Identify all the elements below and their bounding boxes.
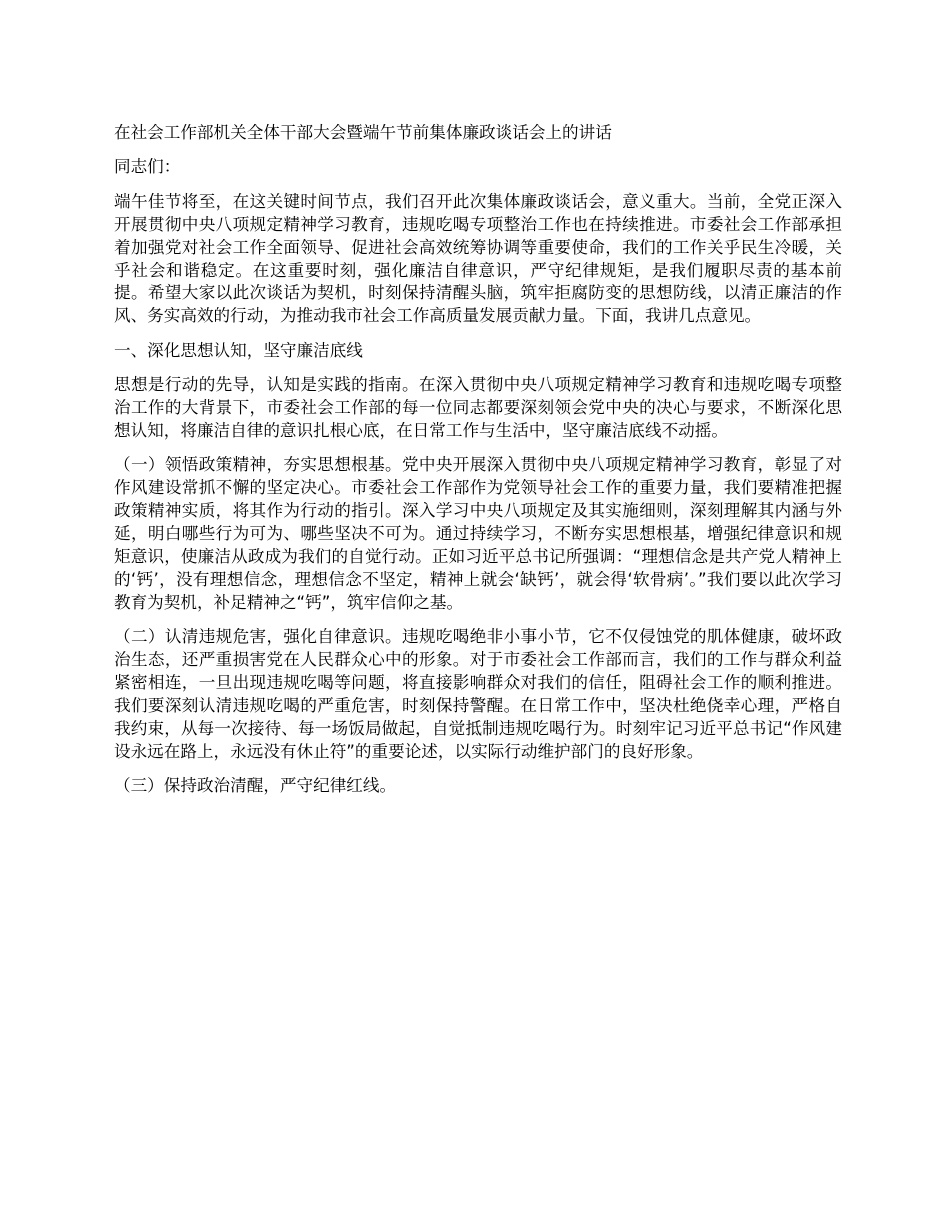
paragraph-subsection-2: （二）认清违规危害，强化自律意识。违规吃喝绝非小事小节，它不仅侵蚀党的肌体健康，破坏政治生态，还严重损害党在人民群众心中的形象。对于市委社会工作部而言，我们的工作与群众利益紧密相连，一旦出现违规吃喝等问题，将直接影响群众对我们的信任，阻碍社会工作的顺利推进。我们要深刻认清违规吃喝的严重危害，时刻保持警醒。在日常工作中，坚决杜绝侥幸心理，严格自我约束，从每一次接待、每一场饭局做起，自觉抵制违规吃喝行为。时刻牢记习近平总书记“作风建设永远在路上，永远没有休止符”的重要论述，以实际行动维护部门的良好形象。 [114,627,842,761]
document-title: 在社会工作部机关全体干部大会暨端午节前集体廉政谈话会上的讲话 [114,123,612,142]
section-heading-1: 一、深化思想认知，坚守廉洁底线 [114,340,363,360]
salutation: 同志们： [114,157,181,177]
paragraph-intro: 端午佳节将至，在这关键时间节点，我们召开此次集体廉政谈话会，意义重大。当前，全党正深入开展贯彻中央八项规定精神学习教育，违规吃喝专项整治工作也在持续推进。市委社会工作部承担着加强党对社会工作全面领导、促进社会高效统筹协调等重要使命，我们的工作关乎民生冷暖，关乎社会和谐稳定。在这重要时刻，强化廉洁自律意识，严守纪律规矩，是我们履职尽责的基本前提。希望大家以此次谈话为契机，时刻保持清醒头脑，筑牢拒腐防变的思想防线，以清正廉洁的作风、务实高效的行动，为推动我市社会工作高质量发展贡献力量。下面，我讲几点意见。 [114,191,842,326]
document-page [114,122,842,810]
paragraph-section-1: 思想是行动的先导，认知是实践的指南。在深入贯彻中央八项规定精神学习教育和违规吃喝专项整治工作的大背景下，市委社会工作部的每一位同志都要深刻领会党中央的决心与要求，不断深化思想认知，将廉洁自律的意识扎根心底，在日常工作与生活中，坚守廉洁底线不动摇。 [114,375,842,440]
paragraph-subsection-1: （一）领悟政策精神，夯实思想根基。党中央开展深入贯彻中央八项规定精神学习教育，彰显了对作风建设常抓不懈的坚定决心。市委社会工作部作为党领导社会工作的重要力量，我们要精准把握政策精神实质，将其作为行动的指引。深入学习中央八项规定及其实施细则，深刻理解其内涵与外延，明白哪些行为可为、哪些坚决不可为。通过持续学习，不断夯实思想根基，增强纪律意识和规矩意识，使廉洁从政成为我们的自觉行动。正如习近平总书记所强调：“理想信念是共产党人精神上的‘钙’，没有理想信念，理想信念不坚定，精神上就会‘缺钙’，就会得‘软骨病’。”我们要以此次学习教育为契机，补足精神之“钙”，筑牢信仰之基。 [114,455,842,612]
subsection-heading-3: （三）保持政治清醒，严守纪律红线。 [114,776,397,796]
